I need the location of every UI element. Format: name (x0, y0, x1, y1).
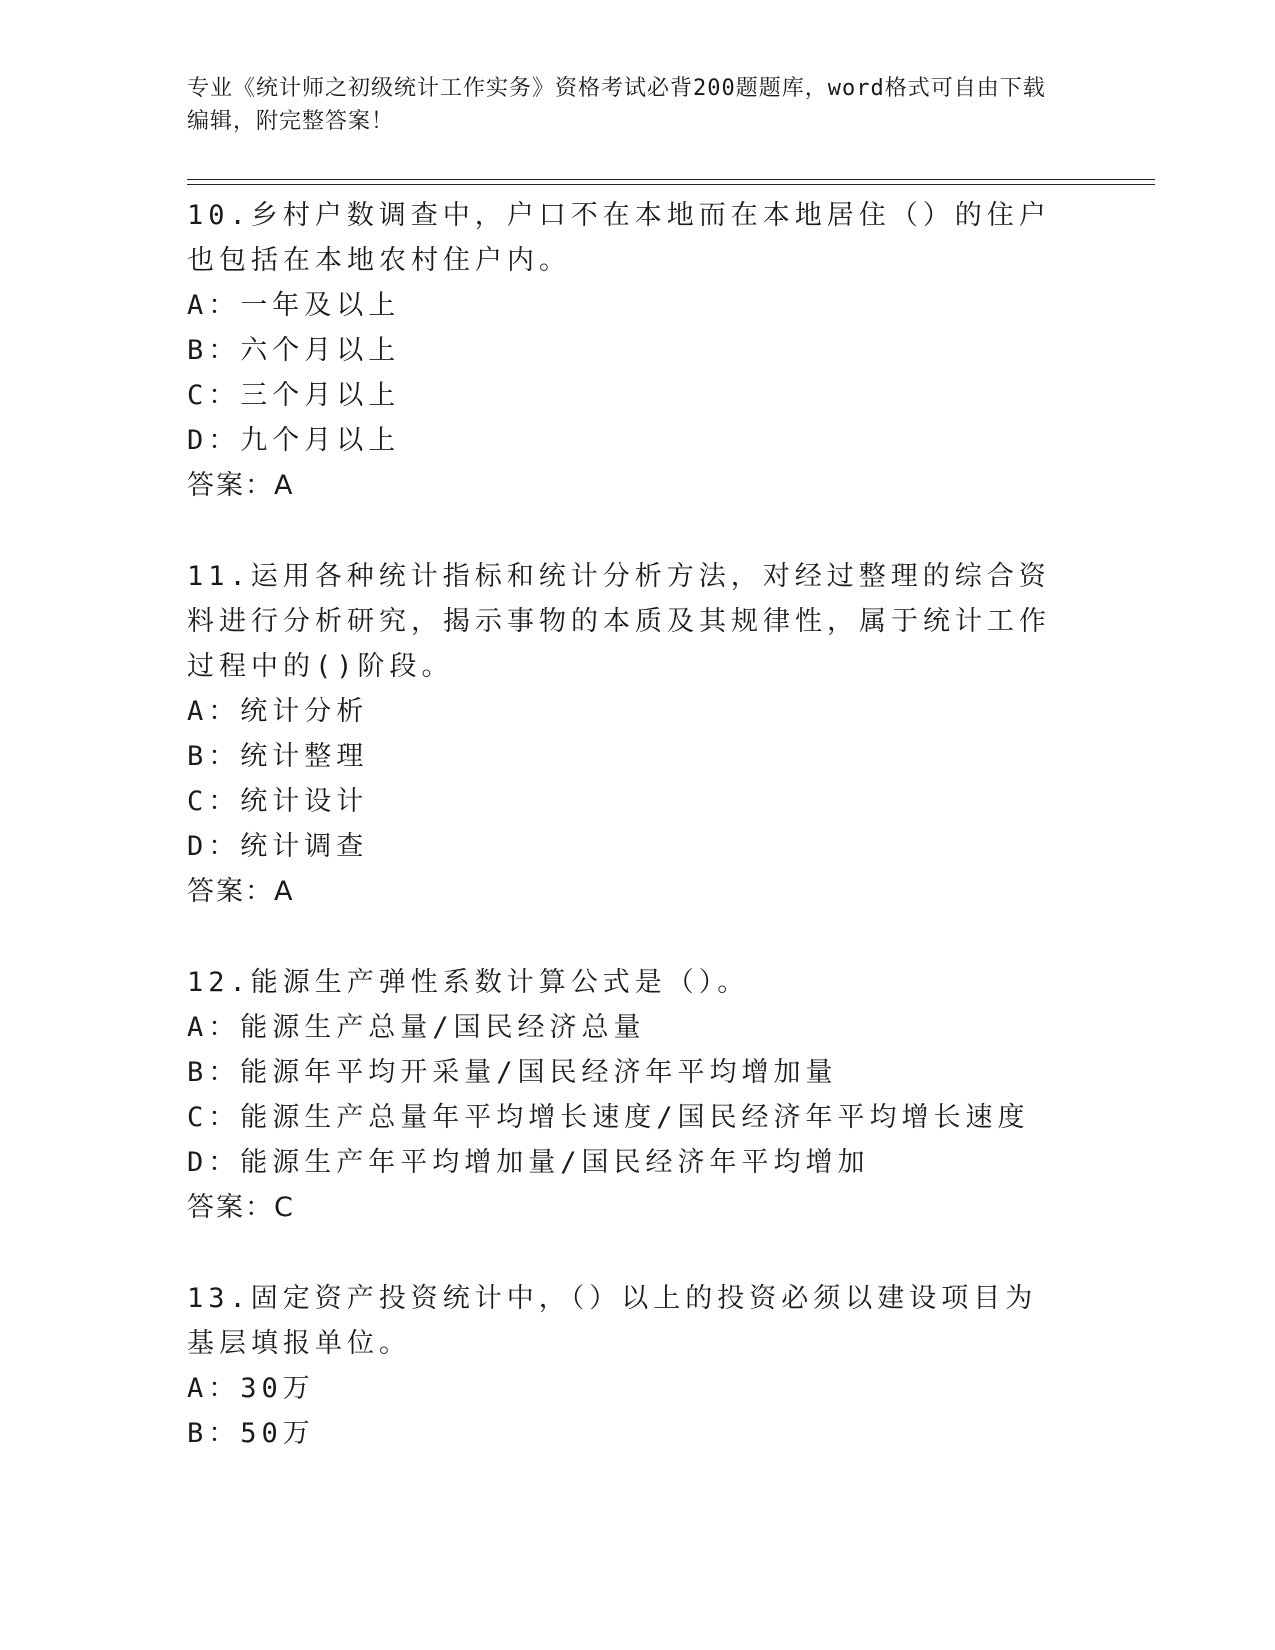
answer-line: 答案：A (187, 876, 295, 907)
question-item (187, 960, 1107, 1230)
option-d: D：能源生产年平均增加量/国民经济年平均增加 (187, 1147, 870, 1178)
option-c: C：三个月以上 (187, 380, 401, 411)
document-header: 专业《统计师之初级统计工作实务》资格考试必背200题题库，word格式可自由下载编辑，附完整答案！ (187, 76, 1046, 134)
option-c: C：能源生产总量年平均增长速度/国民经济年平均增长速度 (187, 1102, 1030, 1133)
question-list (187, 193, 1107, 1456)
question-text: 12.能源生产弹性系数计算公式是（）。 (187, 967, 750, 998)
question-item (187, 1276, 1107, 1456)
option-d: D：统计调查 (187, 831, 369, 862)
header-divider-bottom (187, 184, 1155, 185)
option-c: C：统计设计 (187, 786, 369, 817)
question-text: 13.固定资产投资统计中，（）以上的投资必须以建设项目为基层填报单位。 (187, 1283, 1038, 1359)
answer-line: 答案：C (187, 1192, 295, 1223)
option-a: A：能源生产总量/国民经济总量 (187, 1012, 646, 1043)
option-b: B：50万 (187, 1418, 315, 1449)
option-b: B：六个月以上 (187, 335, 401, 366)
answer-line: 答案：A (187, 470, 295, 501)
option-a: A：一年及以上 (187, 290, 401, 321)
option-a: A：30万 (187, 1373, 315, 1404)
question-text: 11.运用各种统计指标和统计分析方法，对经过整理的综合资料进行分析研究，揭示事物的本质及其规律性，属于统计工作过程中的()阶段。 (187, 561, 1051, 682)
header-divider-top (187, 179, 1155, 180)
option-b: B：能源年平均开采量/国民经济年平均增加量 (187, 1057, 838, 1088)
option-b: B：统计整理 (187, 741, 369, 772)
question-item (187, 193, 1107, 508)
question-item (187, 554, 1107, 914)
document-page (187, 0, 1157, 1650)
option-d: D：九个月以上 (187, 425, 401, 456)
question-text: 10.乡村户数调查中，户口不在本地而在本地居住（）的住户也包括在本地农村住户内。 (187, 200, 1051, 276)
option-a: A：统计分析 (187, 696, 369, 727)
